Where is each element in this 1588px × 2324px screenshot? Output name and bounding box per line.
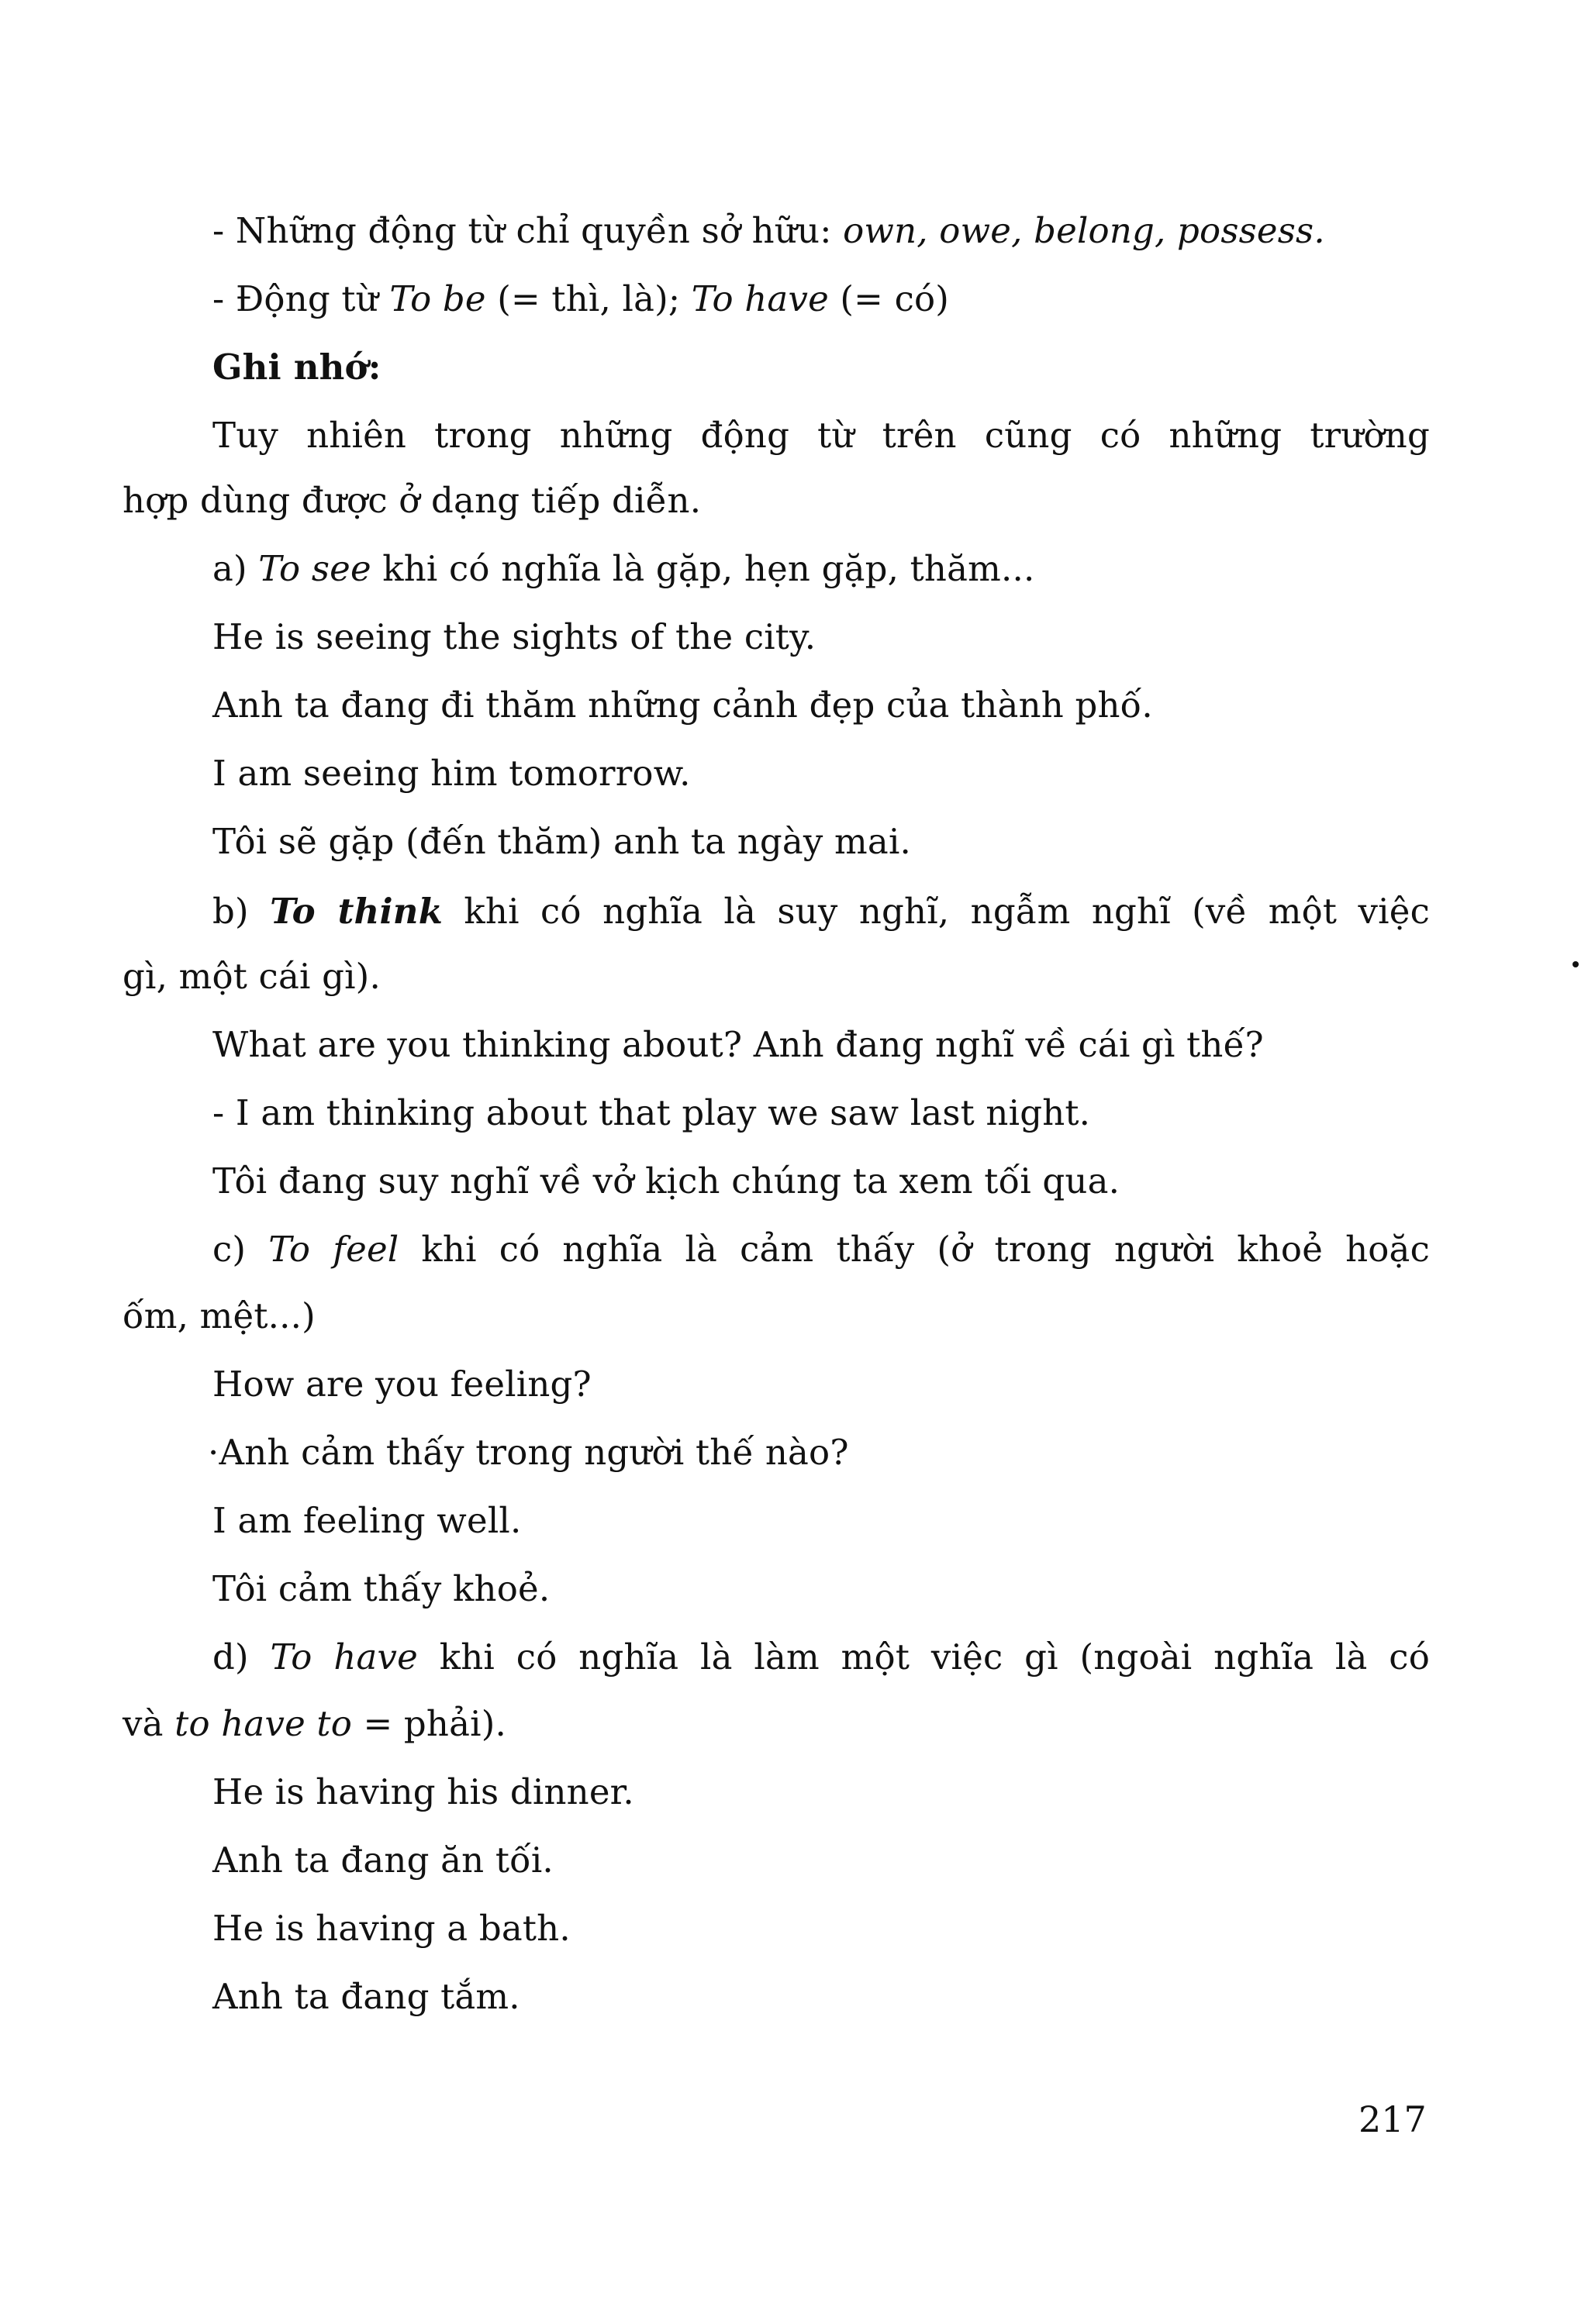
- note-heading: Ghi nhớ:: [212, 347, 381, 388]
- text-line-a-to-see: a) To see khi có nghĩa là gặp, hẹn gặp, thăm...: [212, 548, 1035, 589]
- example-sentence: What are you thinking about? Anh đang nghĩ về cái gì thế?: [212, 1024, 1264, 1065]
- translation-sentence: Tôi sẽ gặp (đến thăm) anh ta ngày mai.: [212, 821, 912, 862]
- translation-sentence: ·Anh cảm thấy trong người thế nào?: [208, 1432, 849, 1473]
- example-sentence: He is having a bath.: [212, 1908, 571, 1949]
- text-line-c-to-feel: c) To feel khi có nghĩa là cảm thấy (ở trong người khoẻ hoặc: [212, 1229, 1430, 1270]
- text-line-continuation: và to have to = phải).: [123, 1703, 506, 1744]
- example-sentence: He is seeing the sights of the city.: [212, 616, 816, 657]
- text-line-to-be-to-have: - Động từ To be (= thì, là); To have (= có): [212, 278, 950, 319]
- example-sentence: I am seeing him tomorrow.: [212, 753, 691, 794]
- example-sentence: How are you feeling?: [212, 1364, 592, 1405]
- page-number: 217: [1358, 2098, 1427, 2140]
- example-sentence: I am feeling well.: [212, 1500, 522, 1541]
- scan-speck: [1572, 961, 1579, 967]
- translation-sentence: Anh ta đang đi thăm những cảnh đẹp của thành phố.: [212, 684, 1153, 726]
- translation-sentence: Tôi cảm thấy khoẻ.: [212, 1568, 551, 1609]
- text-line-d-to-have: d) To have khi có nghĩa là làm một việc gì (ngoài nghĩa là có: [212, 1636, 1430, 1677]
- text-line-possession-verbs: - Những động từ chỉ quyền sở hữu: own, owe, belong, possess.: [212, 210, 1325, 251]
- example-sentence: He is having his dinner.: [212, 1771, 634, 1812]
- translation-sentence: Anh ta đang tắm.: [212, 1976, 520, 2017]
- text-line-continuation: gì, một cái gì).: [123, 956, 381, 997]
- example-sentence: - I am thinking about that play we saw last night.: [212, 1092, 1091, 1133]
- text-line-however: Tuy nhiên trong những động từ trên cũng có những trường: [212, 415, 1430, 456]
- text-line-continuation: ốm, mệt...): [123, 1295, 316, 1336]
- translation-sentence: Tôi đang suy nghĩ về vở kịch chúng ta xem tối qua.: [212, 1160, 1120, 1202]
- translation-sentence: Anh ta đang ăn tối.: [212, 1840, 554, 1881]
- text-line-continuous-form: hợp dùng được ở dạng tiếp diễn.: [123, 480, 702, 521]
- text-line-b-to-think: b) To think khi có nghĩa là suy nghĩ, ngẫm nghĩ (về một việc: [212, 891, 1430, 932]
